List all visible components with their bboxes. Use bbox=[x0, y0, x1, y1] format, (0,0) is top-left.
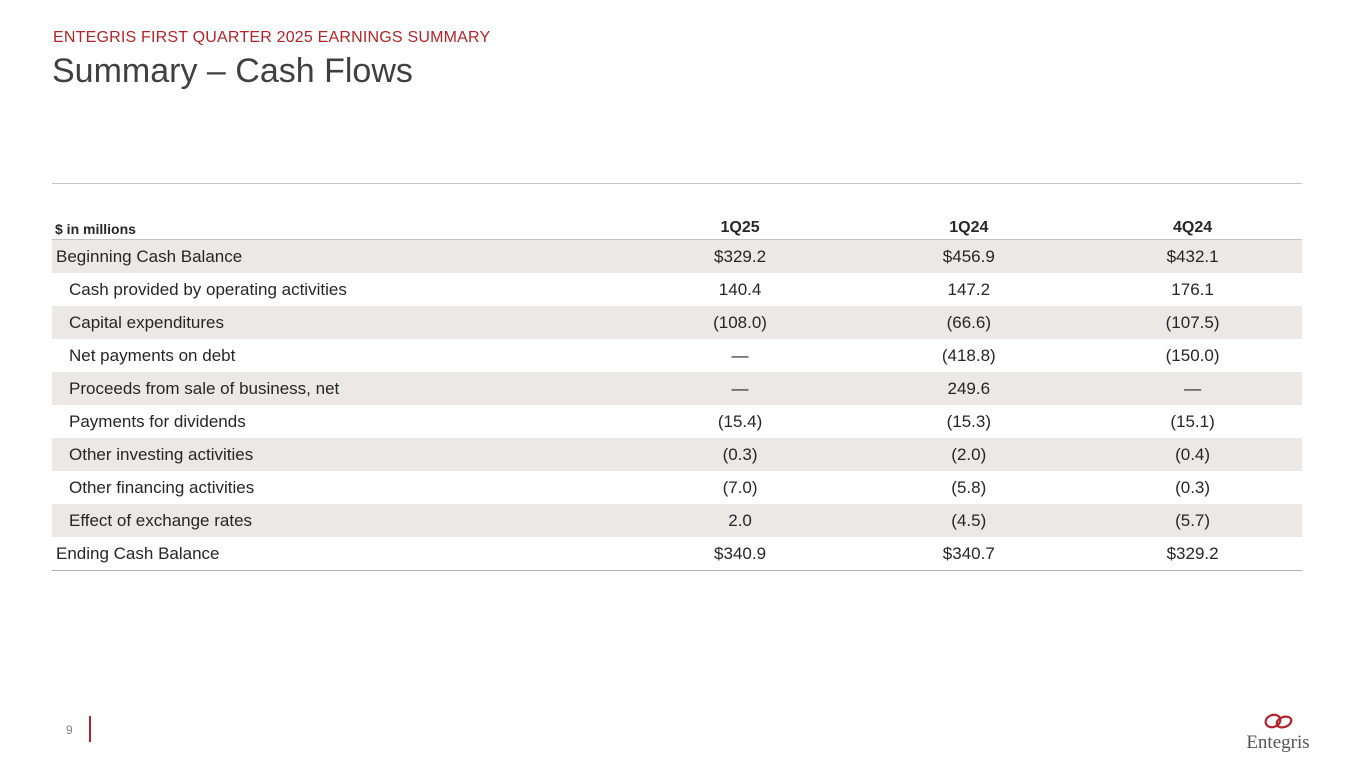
row-label: Effect of exchange rates bbox=[52, 504, 626, 537]
cell-value: (0.3) bbox=[1175, 477, 1211, 497]
entegris-logo bbox=[1240, 710, 1316, 754]
row-label: Other investing activities bbox=[52, 438, 626, 471]
table-row bbox=[52, 537, 1302, 571]
cell-value: (107.5) bbox=[1083, 306, 1302, 339]
cell-value: 140.4 bbox=[718, 279, 762, 299]
slide-kicker: ENTEGRIS FIRST QUARTER 2025 EARNINGS SUMMARY bbox=[53, 29, 491, 46]
page-number: 9 bbox=[66, 723, 73, 737]
slide-title: Summary – Cash Flows bbox=[52, 52, 413, 90]
top-divider bbox=[52, 183, 1302, 184]
cell-value: $456.9 bbox=[854, 240, 1083, 274]
column-header: 1Q25 bbox=[626, 206, 855, 240]
table-row bbox=[52, 372, 1302, 405]
cell-value: (150.0) bbox=[1165, 345, 1220, 365]
table-row bbox=[52, 405, 1302, 438]
cell-value: (418.8) bbox=[941, 345, 996, 365]
cell-value: (2.0) bbox=[854, 438, 1083, 471]
cell-value: (15.4) bbox=[717, 411, 763, 431]
cash-flow-table bbox=[52, 206, 1302, 571]
cell-value: (66.6) bbox=[854, 306, 1083, 339]
cell-value: — bbox=[1083, 372, 1302, 405]
cell-value: — bbox=[626, 372, 855, 405]
cell-value: (5.8) bbox=[951, 477, 987, 497]
row-label: Beginning Cash Balance bbox=[52, 240, 626, 274]
logo-wordmark: Entegris bbox=[1246, 732, 1310, 753]
cell-value: (4.5) bbox=[854, 504, 1083, 537]
table-header-row bbox=[52, 206, 1302, 240]
row-label: Payments for dividends bbox=[69, 411, 246, 431]
cell-value: — bbox=[731, 345, 749, 365]
cell-value: $432.1 bbox=[1083, 240, 1302, 274]
table-row bbox=[52, 273, 1302, 306]
cell-value: $340.9 bbox=[626, 537, 855, 571]
table-row bbox=[52, 438, 1302, 471]
column-header: 1Q24 bbox=[854, 206, 1083, 240]
row-label: Other financing activities bbox=[69, 477, 255, 497]
cell-value: 147.2 bbox=[947, 279, 991, 299]
cell-value: $329.2 bbox=[1083, 537, 1302, 571]
cell-value: (5.7) bbox=[1083, 504, 1302, 537]
cell-value: (15.1) bbox=[1170, 411, 1215, 431]
table-row bbox=[52, 504, 1302, 537]
cell-value: (0.4) bbox=[1083, 438, 1302, 471]
logo-mark-icon bbox=[1264, 713, 1293, 729]
cell-value: (7.0) bbox=[722, 477, 758, 497]
cell-value: (0.3) bbox=[626, 438, 855, 471]
table-row bbox=[52, 471, 1302, 504]
page-number-bar bbox=[89, 716, 91, 742]
table-row bbox=[52, 240, 1302, 274]
cell-value: 2.0 bbox=[626, 504, 855, 537]
cell-value: (15.3) bbox=[946, 411, 991, 431]
cell-value: (108.0) bbox=[626, 306, 855, 339]
table-row bbox=[52, 306, 1302, 339]
table-row bbox=[52, 339, 1302, 372]
unit-label: $ in millions bbox=[52, 206, 626, 240]
cell-value: $329.2 bbox=[626, 240, 855, 274]
row-label: Proceeds from sale of business, net bbox=[52, 372, 626, 405]
cell-value: $340.7 bbox=[854, 537, 1083, 571]
row-label: Cash provided by operating activities bbox=[69, 279, 347, 299]
row-label: Capital expenditures bbox=[52, 306, 626, 339]
row-label: Ending Cash Balance bbox=[52, 537, 626, 571]
cell-value: 249.6 bbox=[854, 372, 1083, 405]
cell-value: 176.1 bbox=[1171, 279, 1214, 299]
row-label: Net payments on debt bbox=[69, 345, 236, 365]
column-header: 4Q24 bbox=[1083, 206, 1302, 240]
